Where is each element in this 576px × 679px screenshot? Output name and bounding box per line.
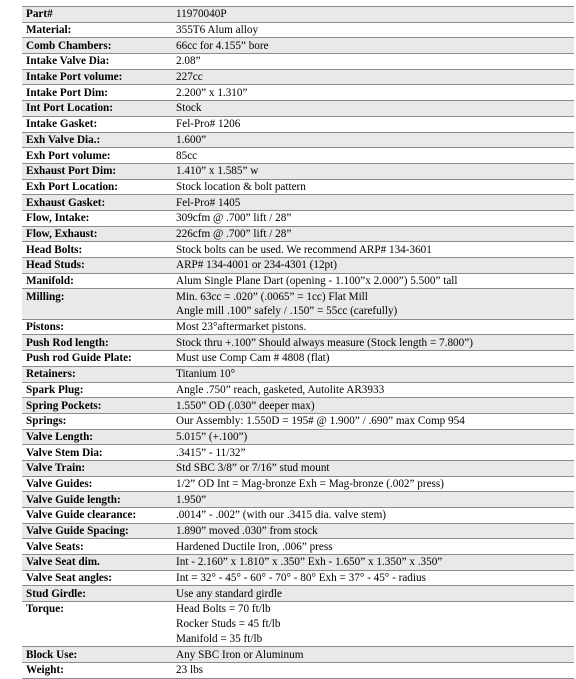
spec-table — [22, 6, 574, 679]
spec-value: Stock thru +.100” Should always measure (Stock length = 7.800”) — [172, 335, 574, 351]
spec-value: 1.950” — [172, 492, 574, 508]
spec-value: Fel-Pro# 1206 — [172, 116, 574, 132]
spec-label: Valve Seat angles: — [22, 570, 172, 586]
spec-label: Valve Seats: — [22, 539, 172, 555]
spec-label — [22, 304, 172, 319]
spec-value: .3415” - 11/32” — [172, 445, 574, 461]
spec-value: 1.600” — [172, 132, 574, 148]
spec-label: Spark Plug: — [22, 382, 172, 398]
spec-row — [22, 632, 574, 647]
spec-value: 11970040P — [172, 7, 574, 23]
spec-label: Head Studs: — [22, 258, 172, 274]
spec-label: Head Bolts: — [22, 242, 172, 258]
spec-label: Milling: — [22, 289, 172, 304]
spec-value: Hardened Ductile Iron, .006” press — [172, 539, 574, 555]
spec-value: Any SBC Iron or Aluminum — [172, 647, 574, 663]
spec-label: Part# — [22, 7, 172, 23]
spec-value: Our Assembly: 1.550D = 195# @ 1.900” / .690” max Comp 954 — [172, 413, 574, 429]
spec-row — [22, 132, 574, 148]
spec-sheet — [22, 6, 570, 679]
spec-value: 309cfm @ .700” lift / 28” — [172, 210, 574, 226]
spec-label: Exhaust Gasket: — [22, 195, 172, 211]
spec-value: Head Bolts = 70 ft/lb — [176, 603, 271, 616]
spec-row — [22, 101, 574, 117]
spec-label: Intake Valve Dia: — [22, 54, 172, 70]
spec-row — [22, 319, 574, 335]
spec-value: .0014” - .002” (with our .3415 dia. valve stem) — [172, 508, 574, 524]
spec-row — [22, 570, 574, 586]
spec-value: Manifold = 35 ft/lb — [172, 632, 574, 647]
spec-label: Block Use: — [22, 647, 172, 663]
spec-label: Spring Pockets: — [22, 398, 172, 414]
spec-label: Flow, Exhaust: — [22, 226, 172, 242]
spec-row — [22, 460, 574, 476]
spec-value: 23 lbs — [172, 662, 574, 678]
spec-row — [22, 116, 574, 132]
spec-label: Manifold: — [22, 273, 172, 289]
spec-row — [22, 38, 574, 54]
spec-value: 85cc — [172, 148, 574, 164]
spec-label: Exh Port volume: — [22, 148, 172, 164]
spec-value: ARP# 134-4001 or 234-4301 (12pt) — [172, 258, 574, 274]
spec-row — [22, 273, 574, 289]
spec-row — [22, 492, 574, 508]
spec-table-body — [22, 7, 574, 679]
spec-label: Valve Length: — [22, 429, 172, 445]
spec-value: Rocker Studs = 45 ft/lb — [176, 618, 281, 631]
spec-label: Stud Girdle: — [22, 586, 172, 602]
spec-row — [22, 413, 574, 429]
spec-row — [22, 7, 574, 23]
spec-row — [22, 476, 574, 492]
spec-value: 1.410” x 1.585” w — [172, 163, 574, 179]
spec-row — [22, 22, 574, 38]
spec-value: 1/2” OD Int = Mag-bronze Exh = Mag-bronze (.002” press) — [172, 476, 574, 492]
spec-row — [22, 54, 574, 70]
spec-label — [22, 632, 172, 647]
spec-value: Stock — [172, 101, 574, 117]
spec-value: Std SBC 3/8” or 7/16” stud mount — [172, 460, 574, 476]
spec-label: Retainers: — [22, 366, 172, 382]
spec-label: Int Port Location: — [22, 101, 172, 117]
spec-row — [22, 195, 574, 211]
spec-label: Intake Port Dim: — [22, 85, 172, 101]
spec-value: Must use Comp Cam # 4808 (flat) — [172, 351, 574, 367]
spec-value: 355T6 Alum alloy — [172, 22, 574, 38]
spec-label: Exh Port Location: — [22, 179, 172, 195]
spec-value: Titanium 10° — [172, 366, 574, 382]
spec-value: Angle mill .100” safely / .150” = 55cc (carefully) — [172, 304, 574, 319]
spec-value: 5.015” (+.100”) — [172, 429, 574, 445]
spec-label: Push Rod length: — [22, 335, 172, 351]
spec-row — [22, 210, 574, 226]
spec-label: Valve Guide clearance: — [22, 508, 172, 524]
spec-label — [22, 617, 172, 632]
spec-value: Stock bolts can be used. We recommend ARP# 134-3601 — [172, 242, 574, 258]
spec-label: Valve Guides: — [22, 476, 172, 492]
spec-row — [22, 85, 574, 101]
spec-row — [22, 226, 574, 242]
spec-value: Most 23°aftermarket pistons. — [172, 319, 574, 335]
spec-label: Valve Stem Dia: — [22, 445, 172, 461]
spec-row — [22, 258, 574, 274]
spec-label: Valve Guide length: — [22, 492, 172, 508]
spec-label: Intake Gasket: — [22, 116, 172, 132]
spec-label: Valve Guide Spacing: — [22, 523, 172, 539]
spec-label: Flow, Intake: — [22, 210, 172, 226]
spec-label: Weight: — [22, 662, 172, 678]
spec-row — [22, 382, 574, 398]
spec-value: 1.890” moved .030” from stock — [172, 523, 574, 539]
spec-row — [22, 398, 574, 414]
spec-value: Angle .750” reach, gasketed, Autolite AR3933 — [172, 382, 574, 398]
spec-value: 227cc — [172, 69, 574, 85]
spec-row — [22, 523, 574, 539]
spec-row — [22, 602, 574, 617]
spec-value: 66cc for 4.155” bore — [172, 38, 574, 54]
spec-row — [22, 555, 574, 571]
spec-row — [22, 351, 574, 367]
spec-value: Stock location & bolt pattern — [172, 179, 574, 195]
spec-row — [22, 647, 574, 663]
spec-value: 2.08” — [172, 54, 574, 70]
spec-row — [22, 242, 574, 258]
spec-label: Exh Valve Dia.: — [22, 132, 172, 148]
spec-row — [22, 148, 574, 164]
spec-value: Fel-Pro# 1405 — [172, 195, 574, 211]
spec-row — [22, 366, 574, 382]
spec-label: Springs: — [22, 413, 172, 429]
spec-row — [22, 617, 574, 632]
spec-row — [22, 179, 574, 195]
spec-value: Use any standard girdle — [172, 586, 574, 602]
spec-row — [22, 335, 574, 351]
spec-row — [22, 289, 574, 304]
spec-label: Valve Seat dim. — [22, 555, 172, 571]
spec-value: Alum Single Plane Dart (opening - 1.100”x 2.000”) 5.500” tall — [172, 273, 574, 289]
spec-row — [22, 586, 574, 602]
spec-label: Exhaust Port Dim: — [22, 163, 172, 179]
spec-row — [22, 163, 574, 179]
spec-label: Valve Train: — [22, 460, 172, 476]
spec-label: Pistons: — [22, 319, 172, 335]
spec-row — [22, 445, 574, 461]
spec-value: 1.550” OD (.030” deeper max) — [172, 398, 574, 414]
spec-row — [22, 539, 574, 555]
spec-value: Int - 2.160” x 1.810” x .350” Exh - 1.650” x 1.350” x .350” — [172, 555, 574, 571]
spec-row — [22, 662, 574, 678]
spec-label: Comb Chambers: — [22, 38, 172, 54]
spec-row — [22, 429, 574, 445]
spec-label: Intake Port volume: — [22, 69, 172, 85]
spec-label: Push rod Guide Plate: — [22, 351, 172, 367]
spec-row — [22, 69, 574, 85]
spec-value: 226cfm @ .700” lift / 28” — [172, 226, 574, 242]
spec-value: Min. 63cc = .020” (.0065” = 1cc) Flat Mill — [172, 289, 574, 304]
spec-row — [22, 304, 574, 319]
spec-row — [22, 508, 574, 524]
spec-label: Material: — [22, 22, 172, 38]
spec-label: Torque: — [26, 603, 64, 616]
spec-value: Int = 32° - 45° - 60° - 70° - 80° Exh = 37° - 45° - radius — [172, 570, 574, 586]
spec-value: 2.200” x 1.310” — [172, 85, 574, 101]
